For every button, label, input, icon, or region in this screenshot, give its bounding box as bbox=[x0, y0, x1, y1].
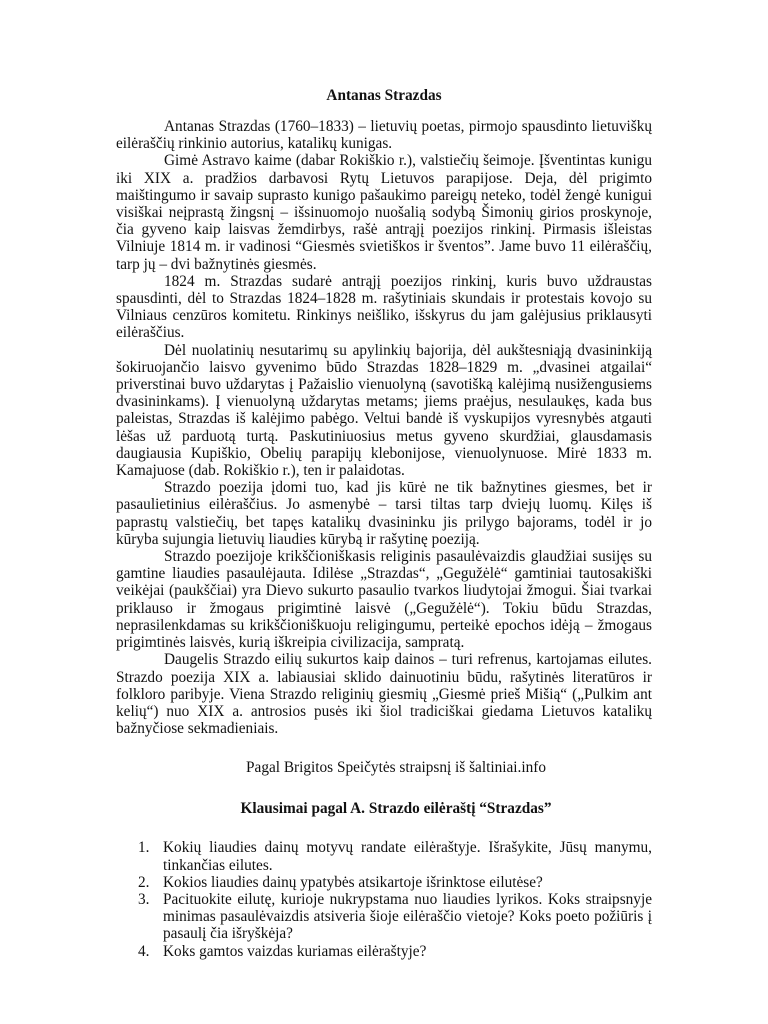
question-number: 2. bbox=[138, 873, 150, 891]
source-line: Pagal Brigitos Speičytės straipsnį iš šaltiniai.info bbox=[246, 759, 546, 777]
question-item bbox=[116, 839, 652, 873]
question-text: Kokios liaudies dainų ypatybės atsikartoje išrinktose eilutėse? bbox=[163, 873, 543, 891]
paragraph-monastery: Dėl nuolatinių nesutarimų su apylinkių bajorija, dėl aukštesniąją dvasininkiją šokiruojančio laisvo gyvenimo būdo Strazdas 1828–1829 m. „dvasinei atgailai“ priverstinai buvo uždarytas į Pažaislio vienuolyną (savotišką kalėjimą nusižengusiems dvasininkams). Į vienuolyną uždarytas metams; jiems praėjus, nesulaukęs, kada bus paleistas, Strazdas iš kalėjimo pabėgo. Veltui bandė iš vyskupijos vyresnybės atgauti lėšas už parduotą turtą. Paskutiniuosius metus gyveno skurdžiai, glausdamasis daugiausia Kupiškio, Obelių parapijų klebonijose, vienuolynuose. Mirė 1833 m. Kamajuose (dab. Rokiškio r.), ten ir palaidotas. bbox=[116, 341, 652, 480]
question-text: Pacituokite eilutę, kurioje nukrypstama nuo liaudies lyrikos. Koks straipsnyje minimas pasaulėvaizdis atsiveria šioje eilėraščio vietoje? Koks poeto požiūris į pasaulį čia išryškėja? bbox=[163, 890, 652, 943]
questions-heading: Klausimai pagal A. Strazdo eilėraštį “Strazdas” bbox=[240, 800, 552, 818]
question-text: Kokių liaudies dainų motyvų randate eilėraštyje. Išrašykite, Jūsų manymu, tinkančias eilutes. bbox=[163, 839, 652, 874]
question-number: 4. bbox=[138, 942, 150, 960]
question-item bbox=[116, 943, 652, 960]
paragraph-poetry-significance: Strazdo poezija įdomi tuo, kad jis kūrė ne tik bažnytines giesmes, bet ir pasaulietinius eilėraščius. Jo asmenybė – tarsi tiltas tarp dviejų luomų. Kilęs iš paprastų valstiečių, bet tapęs katalikų dvasininku jis prilygo bajorams, todėl ir jo kūryba sujungia lietuvių liaudies kūrybą ir rašytinę poeziją. bbox=[116, 479, 652, 548]
questions-list bbox=[116, 839, 652, 959]
paragraph-second-collection: 1824 m. Strazdas sudarė antrąjį poezijos rinkinį, kuris buvo uždraustas spausdinti, dėl to Strazdas 1824–1828 m. rašytiniais skundais ir protestais kovojo su Vilniaus cenzūros komitetu. Rinkinys neišliko, išskyrus du jam galėjusius priklausyti eilėraščius. bbox=[116, 272, 652, 342]
question-text: Koks gamtos vaizdas kuriamas eilėraštyje? bbox=[163, 942, 427, 960]
paragraph-worldview: Strazdo poezijoje krikščioniškasis religinis pasaulėvaizdis glaudžiai susijęs su gamtine liaudies pasaulėjauta. Idilėse „Strazdas“, „Gegužėlė“ gamtiniai tautosakiški veikėjai (paukščiai) yra Dievo sukurto pasaulio tvarkos liudytojai žmogui. Šiai tvarkai priklauso ir žmogaus prigimtinė laisvė („Gegužėlė“). Tokiu būdu Strazdas, neprasilenkdamas su krikščioniškuoju religingumu, perteikė epochos idėją – žmogaus prigimtinės laisvės, kurią iškreipia civilizacija, sampratą. bbox=[116, 548, 652, 652]
paragraph-songs: Daugelis Strazdo eilių sukurtos kaip dainos – turi refrenus, kartojamas eilutes. Strazdo poezija XIX a. labiausiai sklido dainuotiniu būdu, rašytinės literatūros ir folkloro paribyje. Viena Strazdo religinių giesmių „Giesmė prieš Mišią“ („Pulkim ant kelių“) nuo XIX a. antrosios pusės iki šiol tradiciškai giedama Lietuvos katalikų bažnyčiose sekmadieniais. bbox=[116, 651, 652, 738]
paragraph-biography: Gimė Astravo kaime (dabar Rokiškio r.), valstiečių šeimoje. Įšventintas kunigu iki XIX a. pradžios darbavosi Rytų Lietuvos parapijose. Deja, dėl prigimto maištingumo ir savaip suprasto kunigo pašaukimo pareigų neteko, todėl žengė kunigui visiškai neįprastą žingsnį – išsinuomojo nuošalią sodybą Šimonių girios proskynoje, čia gyveno kaip laisvas žemdirbys, rašė antrąjį poezijos rinkinį. Pirmasis išleistas Vilniuje 1814 m. ir vadinosi “Giesmės svietiškos ir šventos”. Jame buvo 11 eilėraščių, tarp jų – dvi bažnytinės giesmės. bbox=[116, 152, 652, 273]
article-body bbox=[116, 118, 652, 737]
question-number: 3. bbox=[138, 890, 150, 908]
question-item bbox=[116, 874, 652, 891]
document-title: Antanas Strazdas bbox=[326, 87, 442, 104]
question-item bbox=[116, 891, 652, 943]
question-number: 1. bbox=[138, 839, 150, 857]
paragraph-intro: Antanas Strazdas (1760–1833) – lietuvių poetas, pirmojo spausdinto lietuviškų eilėraščių rinkinio autorius, katalikų kunigas. bbox=[116, 118, 652, 153]
